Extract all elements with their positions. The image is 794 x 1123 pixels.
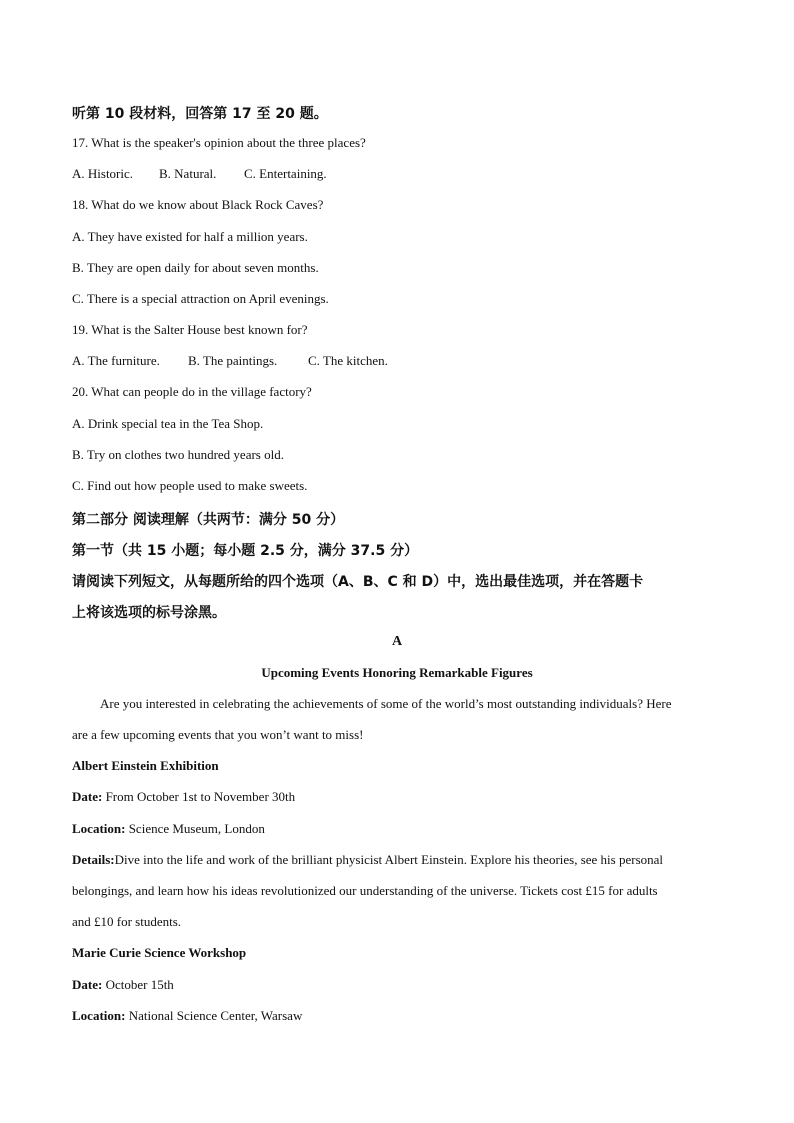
passage-intro-line-1: Are you interested in celebrating the achievements of some of the world’s most outstanding individuals? Here (100, 696, 672, 711)
reading-instruction-line-2: 上将该选项的标号涂黑。 (72, 605, 226, 621)
event-2-date (72, 977, 174, 993)
event-2-date-label: Date: (72, 977, 103, 992)
event-1-date (72, 789, 295, 805)
question-20-option-c: C. Find out how people used to make sweets. (72, 478, 308, 493)
question-17-option-c: C. Entertaining. (244, 166, 327, 181)
event-1-name: Albert Einstein Exhibition (72, 758, 219, 773)
question-17-option-a: A. Historic. (72, 166, 134, 181)
event-1-location-label: Location: (72, 821, 126, 836)
event-1-date-value: From October 1st to November 30th (102, 789, 296, 804)
question-18-option-b: B. They are open daily for about seven months. (72, 260, 319, 275)
event-1-location (72, 821, 265, 837)
question-17-stem: 17. What is the speaker's opinion about the three places? (72, 135, 366, 150)
event-1-date-label: Date: (72, 789, 103, 804)
question-20-option-b: B. Try on clothes two hundred years old. (72, 447, 284, 462)
passage-letter: A (391, 634, 403, 649)
question-17-option-b: B. Natural. (159, 166, 217, 181)
event-1-details-text-1: Dive into the life and work of the brilliant physicist Albert Einstein. Explore his theories, see his personal (114, 852, 664, 867)
question-19-stem: 19. What is the Salter House best known for? (72, 322, 308, 337)
event-2-location (72, 1008, 302, 1024)
event-1-details-label: Details: (72, 852, 115, 867)
event-2-name: Marie Curie Science Workshop (72, 945, 247, 960)
question-19-option-b: B. The paintings. (188, 353, 278, 368)
reading-instruction-line-1: 请阅读下列短文，从每题所给的四个选项（A、B、C 和 D）中，选出最佳选项，并在答题卡 (72, 574, 644, 590)
question-17-options (72, 166, 327, 182)
question-18-option-a: A. They have existed for half a million years. (72, 229, 308, 244)
event-1-details-line-3: and £10 for students. (72, 914, 182, 929)
question-19-option-c: C. The kitchen. (308, 353, 388, 368)
reading-part-title: 第二部分 阅读理解（共两节：满分 50 分） (72, 512, 345, 528)
listening-section-header: 听第 10 段材料，回答第 17 至 20 题。 (72, 106, 328, 122)
passage-title: Upcoming Events Honoring Remarkable Figures (261, 665, 533, 680)
event-2-location-value: National Science Center, Warsaw (125, 1008, 303, 1023)
question-19-options (72, 353, 388, 369)
event-1-location-value: Science Museum, London (125, 821, 265, 836)
passage-intro-line-2: are a few upcoming events that you won’t want to miss! (72, 727, 364, 742)
reading-section-title: 第一节（共 15 小题；每小题 2.5 分，满分 37.5 分） (72, 543, 419, 559)
event-1-details-line-2: belongings, and learn how his ideas revolutionized our understanding of the universe. Tickets cost £15 for adults (72, 883, 658, 898)
question-20-stem: 20. What can people do in the village factory? (72, 384, 312, 399)
question-18-stem: 18. What do we know about Black Rock Caves? (72, 197, 324, 212)
question-20-option-a: A. Drink special tea in the Tea Shop. (72, 416, 264, 431)
event-2-location-label: Location: (72, 1008, 126, 1023)
event-1-details-line-1 (72, 852, 663, 868)
question-18-option-c: C. There is a special attraction on April evenings. (72, 291, 329, 306)
event-2-date-value: October 15th (102, 977, 174, 992)
question-19-option-a: A. The furniture. (72, 353, 160, 368)
